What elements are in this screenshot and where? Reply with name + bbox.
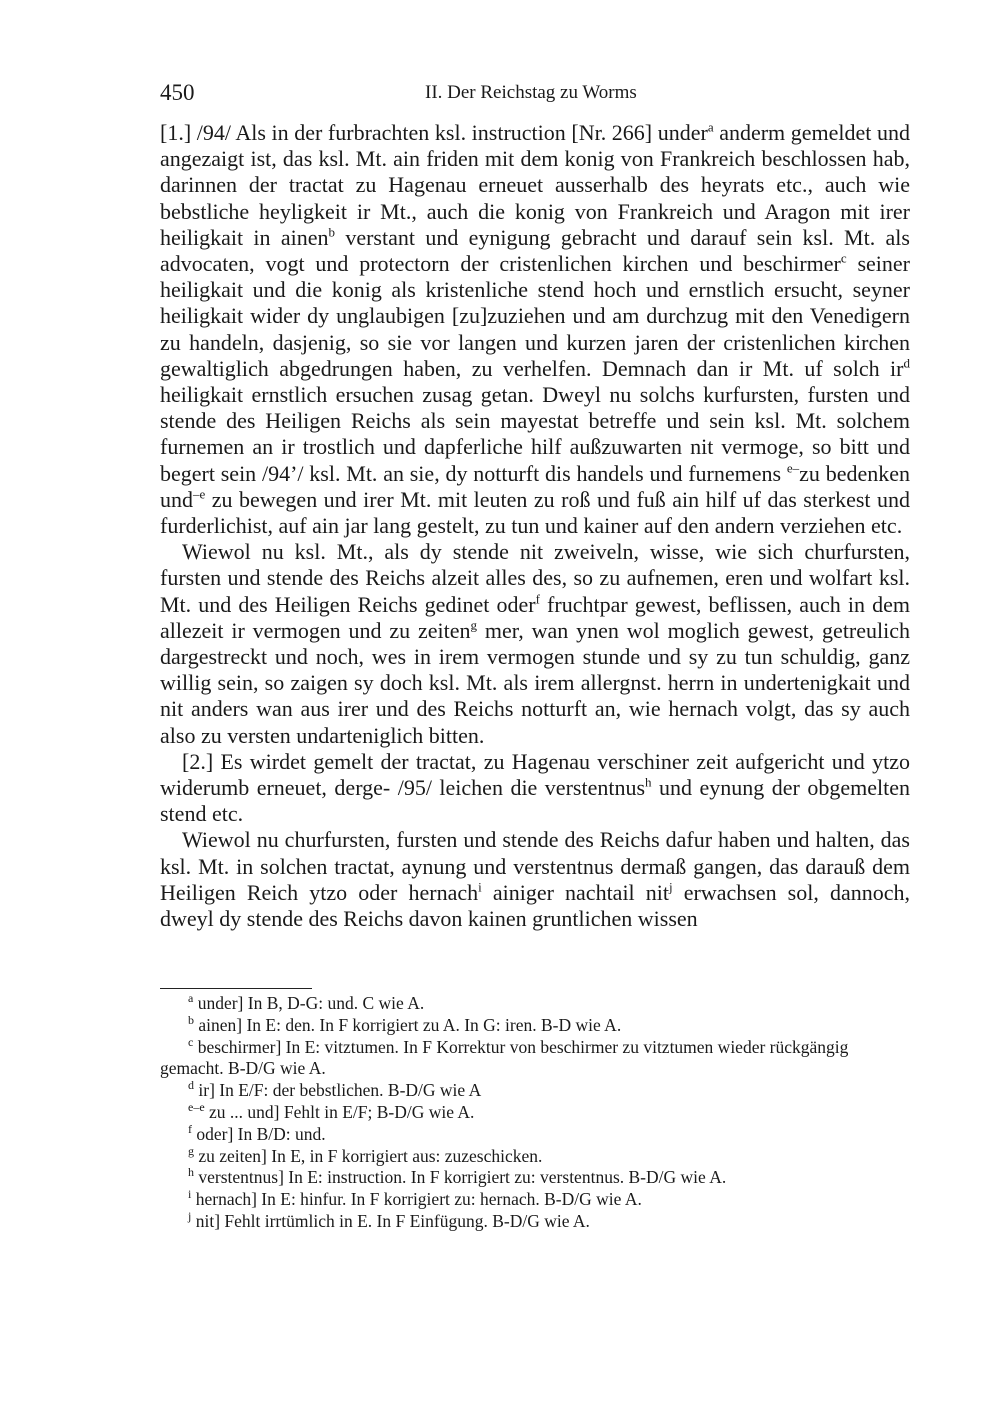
- text-run: zu bewegen und irer Mt. mit leuten zu roß und fuß ain hilf uf das sterkest und furderlichist, auf ain jar lang gestelt, zu tun und kainer auf den andern verziehen etc.: [160, 486, 910, 539]
- text-run: mer, wan ynen wol moglich gewest, getreulich dargestreckt und noch, wes in irem vermogen stunde und sy zu tun schuldig, ganz willig sein, so zaigen sy doch ksl. Mt. als irem allergnst. herrn in undertenigkait und nit anders wan aus irer und des Reichs notturft an, wie hernach volgt, das sy auch also zu versten undarteniglich bitten.: [160, 617, 911, 748]
- text-run: Wiewol nu ksl. Mt., als dy stende nit zweiveln, wisse, wie sich churfursten, fursten und stende des Reichs alzeit alles des, so zu aufnemen, eren und wolfart ksl. Mt. und des Heiligen Reichs gedinet oder: [160, 539, 910, 617]
- footnote: [160, 1121, 910, 1146]
- paragraph-3: [160, 749, 910, 828]
- text-run: Wiewol nu churfursten, fursten und stende des Reichs dafur haben und halten, das ksl. Mt. in solchen tractat, aynung und verstentnus dermaß gangen, das darauß dem Heiligen Reich ytzo oder hernach: [160, 827, 910, 905]
- footnote: [160, 1189, 910, 1211]
- footnote-text: nit] Fehlt irrtümlich in E. In F Einfügung. B-D/G wie A.: [195, 1210, 590, 1231]
- text-run: heiligkait ernstlich ersuchen zusag getan. Dweyl nu solchs kurfursten, fursten und stende des Heiligen Reichs als sein mayestat betreffe und sein ksl. Mt. solchem furnemen an ir trostlich und dapferliche hilf außzuwarten nit vermoge, so bitt und begert sein /94’/ ksl. Mt. an sie, dy notturft dis handels und furnemens: [160, 382, 910, 486]
- footnote-marker: i: [478, 879, 482, 895]
- footnote-text: ainen] In E: den. In F korrigiert zu A. In G: iren. B-D wie A.: [198, 1014, 622, 1035]
- footnote-mark: a: [188, 991, 194, 1006]
- text-run: anderm gemeldet und angezaigt ist, das ksl. Mt. ain friden mit dem konig von Frankreich beschlossen hab, darinnen der tractat zu Hagenau erneuet ausserhalb des heyrats etc., auch wie bebstliche heyligkeit ir Mt., auch die konig von Frankreich und Aragon mit irer heiligkait in ainen: [160, 120, 910, 250]
- footnote-marker: –e: [193, 486, 206, 502]
- footnote-mark: c: [188, 1034, 194, 1049]
- footnote: [160, 1012, 910, 1037]
- footnote-marker: b: [328, 224, 336, 240]
- footnote-text: zu ... und] Fehlt in E/F; B-D/G wie A.: [209, 1101, 475, 1122]
- footnote-marker: e–: [786, 460, 800, 476]
- text-run: verstant und eynigung gebracht und darauf sein ksl. Mt. als advocaten, vogt und protectorn der cristenlichen kirchen und beschirmer: [160, 224, 910, 277]
- page-number: 450: [160, 80, 195, 105]
- footnote-text: ir] In E/F: der bebstlichen. B-D/G wie A: [198, 1080, 482, 1101]
- page-header: [160, 80, 910, 108]
- text-run: [1.] /94/ Als in der furbrachten ksl. instruction [Nr. 266] under: [160, 120, 708, 145]
- footnote-marker: h: [645, 774, 652, 790]
- footnote-marker: g: [470, 617, 478, 633]
- footnote: [160, 1167, 910, 1189]
- footnote: [160, 993, 910, 1015]
- footnote-text: under] In B, D-G: und. C wie A.: [197, 993, 425, 1013]
- footnote-divider: [160, 988, 312, 989]
- footnote: [160, 1080, 910, 1102]
- footnote: [160, 1034, 910, 1081]
- paragraph-1: [160, 120, 910, 539]
- footnotes: [160, 993, 910, 1233]
- text-run: zu bedenken und: [160, 460, 910, 512]
- footnote-marker: a: [707, 119, 714, 135]
- text-run: [2.] Es wirdet gemelt der tractat, zu Hagenau verschiner zeit aufgericht und ytzo widerumb erneuet, derge- /95/ leichen die verstentnus: [160, 748, 910, 801]
- footnote: [160, 1211, 910, 1233]
- footnote-marker: f: [535, 591, 540, 607]
- footnote-text: zu zeiten] In E, in F korrigiert aus: zuzeschicken.: [198, 1145, 543, 1166]
- footnote-mark: h: [188, 1165, 194, 1180]
- footnote-mark: j: [188, 1209, 192, 1224]
- text-run: fruchtpar gewest, beflissen, auch in dem allezeit ir vermogen und zu zeiten: [160, 591, 910, 643]
- footnote-mark: b: [188, 1012, 194, 1027]
- footnote-text: hernach] In E: hinfur. In F korrigiert zu: hernach. B-D/G wie A.: [195, 1189, 642, 1210]
- paragraph-2: [160, 539, 910, 749]
- running-title: II. Der Reichstag zu Worms: [425, 82, 637, 103]
- footnote-marker: j: [669, 879, 673, 895]
- footnote-text: beschirmer] In E: vitztumen. In F Korrektur von beschirmer zu vitztumen wieder rückgängig gemacht. B-D/G wie A.: [160, 1036, 849, 1079]
- paragraph-4: [160, 827, 910, 932]
- footnote-mark: g: [188, 1143, 194, 1158]
- footnote-mark: e–e: [188, 1100, 205, 1115]
- footnote-text: verstentnus] In E: instruction. In F korrigiert zu: verstentnus. B-D/G wie A.: [198, 1167, 727, 1188]
- text-run: und eynung der obgemelten stend etc.: [160, 775, 910, 827]
- footnote-mark: d: [188, 1078, 194, 1093]
- footnote-text: oder] In B/D: und.: [196, 1123, 326, 1144]
- footnote: [160, 1143, 910, 1168]
- footnote-mark: i: [188, 1187, 192, 1202]
- footnote-marker: c: [840, 250, 847, 266]
- text-run: seiner heiligkait und die konig als kristenliche stend hoch und ernstlich ersucht, seyner heiligkait wider dy unglaubigen [zu]zuziehen und am durchzug mit den Venedigern zu handeln, dasjenig, so sie vor langen und kurzen jaren der cristenlichen kirchen gewaltiglich abgedrungen haben, zu verhelfen. Demnach dan ir Mt. uf solch ir: [160, 251, 910, 381]
- text-run: erwachsen sol, dannoch, dweyl dy stende des Reichs davon kainen gruntlichen wissen: [160, 879, 910, 932]
- footnote-marker: d: [903, 355, 910, 371]
- footnote-mark: f: [188, 1121, 192, 1136]
- footnote: [160, 1102, 910, 1124]
- text-run: ainiger nachtail nit: [481, 879, 669, 905]
- main-text: [160, 120, 910, 932]
